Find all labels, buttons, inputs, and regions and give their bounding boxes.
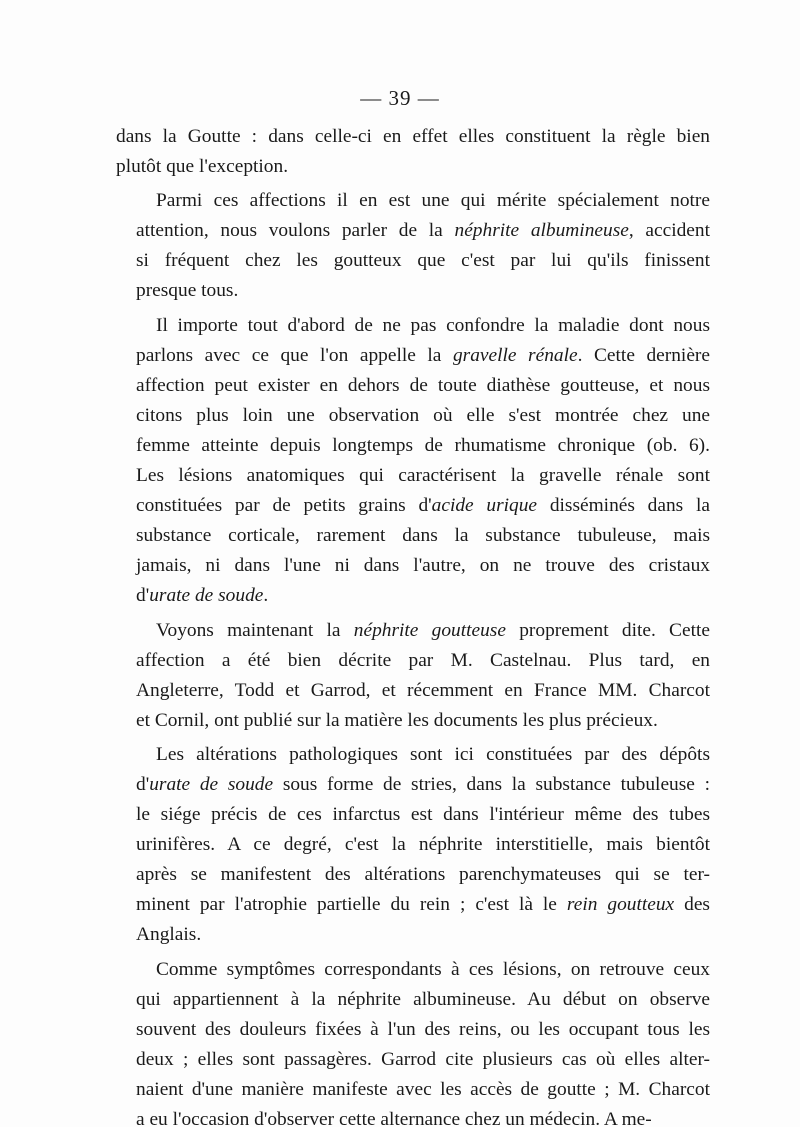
text-run: deux ; elles sont passagères. Garrod cite plusieurs cas où elles alter-	[136, 1048, 710, 1070]
text-run: .	[263, 585, 269, 607]
text-line	[116, 216, 710, 246]
text-run: constituées par de petits grains d'	[136, 495, 432, 517]
text-run: parlons avec ce que l'on appelle la	[136, 344, 453, 366]
paragraph	[116, 186, 710, 306]
text-run: dans la Goutte : dans celle-ci en effet elles constituent la règle bien	[116, 126, 710, 147]
text-line	[116, 800, 710, 830]
text-run: substance corticale, rarement dans la substance tubuleuse, mais	[136, 525, 710, 547]
text-line	[116, 122, 710, 152]
text-line	[116, 955, 710, 985]
text-run: citons plus loin une observation où elle s'est montrée chez une	[136, 404, 710, 426]
text-run: et Cornil, ont publié sur la matière les documents les plus précieux.	[136, 709, 658, 731]
text-line	[116, 985, 710, 1015]
text-line	[116, 860, 710, 890]
text-line	[116, 706, 710, 736]
text-run: , accident	[628, 220, 710, 242]
text-line	[116, 920, 710, 950]
text-line	[116, 676, 710, 706]
italic-term: urate de soude	[149, 585, 264, 607]
text-run: disséminés dans la	[537, 495, 710, 517]
text-run: proprement dite. Cette	[505, 619, 710, 641]
text-run: affection a été bien décrite par M. Castelnau. Plus tard, en	[136, 649, 710, 671]
paragraph	[116, 955, 710, 1135]
text-run: Il importe tout d'abord de ne pas confondre la maladie dont nous	[156, 314, 710, 336]
text-line	[116, 616, 710, 646]
text-run: sous forme de stries, dans la substance tubuleuse :	[273, 773, 710, 795]
text-run: Voyons maintenant la	[156, 619, 354, 641]
text-line	[116, 431, 710, 461]
italic-term: rein goutteux	[566, 894, 675, 916]
text-line	[116, 646, 710, 676]
italic-term: néphrite albumineuse	[454, 220, 629, 242]
text-line	[116, 341, 710, 371]
text-line	[116, 770, 710, 800]
text-run: femme atteinte depuis longtemps de rhumatisme chronique (ob. 6).	[136, 434, 710, 456]
text-run: naient d'une manière manifeste avec les accès de goutte ; M. Charcot	[136, 1078, 710, 1100]
page-number: — 39 —	[360, 86, 440, 110]
italic-term: urate de soude	[149, 773, 274, 795]
text-line	[116, 890, 710, 920]
text-run: souvent des douleurs fixées à l'un des reins, ou les occupant tous les	[136, 1018, 710, 1040]
paragraph	[116, 616, 710, 736]
text-run: Angleterre, Todd et Garrod, et récemment en France MM. Charcot	[136, 679, 710, 701]
text-run: plutôt que l'exception.	[116, 156, 289, 178]
italic-term: néphrite goutteuse	[353, 619, 506, 641]
text-line	[116, 152, 710, 182]
text-line	[116, 461, 710, 491]
text-run: des	[674, 894, 710, 916]
paragraph	[116, 740, 710, 951]
text-run: urinifères. A ce degré, c'est la néphrite interstitielle, mais bientôt	[136, 834, 710, 856]
text-run: affection peut exister en dehors de toute diathèse goutteuse, et nous	[136, 374, 710, 396]
text-run: après se manifestent des altérations parenchymateuses qui se ter-	[136, 864, 710, 886]
text-line	[116, 491, 710, 521]
text-line	[116, 1105, 710, 1135]
text-run: Les altérations pathologiques sont ici constituées par des dépôts	[156, 743, 710, 765]
text-line	[116, 521, 710, 551]
text-line	[116, 1075, 710, 1105]
text-run: d'	[136, 585, 150, 607]
text-line	[116, 830, 710, 860]
text-run: a eu l'occasion d'observer cette alternance chez un médecin. A me-	[136, 1109, 652, 1130]
text-line	[116, 276, 710, 306]
italic-term: gravelle rénale	[452, 344, 578, 366]
text-line	[116, 1045, 710, 1075]
text-line	[116, 311, 710, 341]
text-line	[116, 740, 710, 770]
text-run: minent par l'atrophie partielle du rein ; c'est là le	[136, 894, 567, 916]
paragraph	[116, 311, 710, 612]
text-run: jamais, ni dans l'une ni dans l'autre, on ne trouve des cristaux	[136, 555, 710, 577]
italic-term: acide urique	[431, 495, 538, 517]
text-line	[116, 581, 710, 611]
text-line	[116, 246, 710, 276]
text-run: presque tous.	[136, 280, 239, 302]
text-run: qui appartiennent à la néphrite albumineuse. Au début on observe	[136, 988, 710, 1010]
paragraph	[116, 122, 710, 182]
body-text	[116, 122, 710, 1135]
text-run: le siége précis de ces infarctus est dans l'intérieur même des tubes	[136, 804, 710, 826]
text-line	[116, 1015, 710, 1045]
text-run: . Cette dernière	[577, 344, 710, 366]
text-run: si fréquent chez les goutteux que c'est par lui qu'ils finissent	[136, 250, 710, 272]
text-run: Comme symptômes correspondants à ces lésions, on retrouve ceux	[156, 958, 710, 980]
text-run: Anglais.	[136, 924, 202, 946]
text-line	[116, 401, 710, 431]
text-line	[116, 186, 710, 216]
text-run: attention, nous voulons parler de la	[136, 220, 455, 242]
text-run: Les lésions anatomiques qui caractérisent la gravelle rénale sont	[136, 465, 710, 487]
text-run: d'	[136, 773, 150, 795]
text-line	[116, 551, 710, 581]
text-run: Parmi ces affections il en est une qui mérite spécialement notre	[156, 190, 710, 212]
text-line	[116, 371, 710, 401]
